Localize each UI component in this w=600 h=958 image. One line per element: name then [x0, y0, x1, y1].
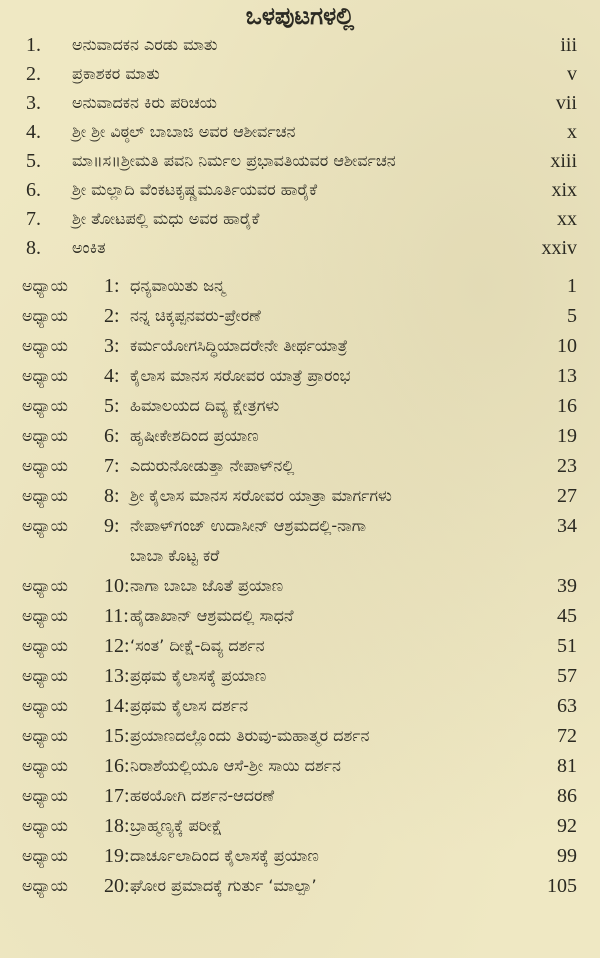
- page-number: xiii: [550, 150, 577, 172]
- chapter-title: ಧನ್ಯವಾಯಿತು ಜನ್ಮ: [130, 276, 226, 295]
- toc-chapter-title-continued: [22, 541, 577, 571]
- toc-chapter-item: [22, 391, 577, 421]
- chapter-label: ಅಧ್ಯಾಯ: [22, 846, 68, 865]
- chapter-label: ಅಧ್ಯಾಯ: [22, 756, 68, 775]
- toc-front-item: [22, 30, 577, 60]
- chapter-title: ಪ್ರಯಾಣದಲ್ಲೊಂದು ತಿರುವು-ಮಹಾತ್ಮರ ದರ್ಶನ: [130, 726, 370, 745]
- chapter-title: ನೇಪಾಳ್‌ಗಂಜ್ ಉದಾಸೀನ್ ಆಶ್ರಮದಲ್ಲಿ-ನಾಗಾ: [130, 516, 367, 535]
- chapter-title: ಹಿಮಾಲಯದ ದಿವ್ಯ ಕ್ಷೇತ್ರಗಳು: [130, 396, 280, 415]
- page-number: xix: [551, 179, 577, 201]
- chapter-number: 12:: [104, 635, 130, 657]
- toc-chapter-item: [22, 781, 577, 811]
- chapter-number: 19:: [104, 845, 130, 867]
- item-title: ಶ್ರೀ ಶ್ರೀ ವಿಠ್ಠಲ್ ಬಾಬಾಜಿ ಅವರ ಆಶೀರ್ವಚನ: [72, 122, 296, 141]
- chapter-number: 1:: [104, 275, 120, 297]
- toc-chapter-item: [22, 511, 577, 541]
- page-number: xx: [557, 208, 577, 230]
- chapter-number: 13:: [104, 665, 130, 687]
- chapter-number: 3:: [104, 335, 120, 357]
- page-number: 72: [557, 725, 577, 747]
- chapter-label: ಅಧ್ಯಾಯ: [22, 366, 68, 385]
- page-number: 45: [557, 605, 577, 627]
- toc-chapter-item: [22, 271, 577, 301]
- chapter-title: ಹೈಡಾಖಾನ್ ಆಶ್ರಮದಲ್ಲಿ ಸಾಧನೆ: [130, 606, 294, 625]
- item-number: 3.: [26, 92, 41, 114]
- chapter-title: ಘೋರ ಪ್ರಮಾದಕ್ಕೆ ಗುರ್ತು ‘ಮಾಲ್ಪಾ’: [130, 876, 317, 895]
- item-number: 2.: [26, 63, 41, 85]
- chapter-label: ಅಧ್ಯಾಯ: [22, 726, 68, 745]
- chapter-number: 2:: [104, 305, 120, 327]
- chapter-title: ಶ್ರೀ ಕೈಲಾಸ ಮಾನಸ ಸರೋವರ ಯಾತ್ರಾ ಮಾರ್ಗಗಳು: [130, 486, 392, 505]
- page-number: 16: [557, 395, 577, 417]
- item-title: ಶ್ರೀ ಮಲ್ಲಾದಿ ವೆಂಕಟಕೃಷ್ಣಮೂರ್ತಿಯವರ ಹಾರೈಕೆ: [72, 180, 318, 199]
- toc-chapter-item: [22, 721, 577, 751]
- toc-chapter-item: [22, 361, 577, 391]
- page-number: 13: [557, 365, 577, 387]
- page-number: 63: [557, 695, 577, 717]
- chapter-title: ಬ್ರಾಹ್ಮಣ್ಯಕ್ಕೆ ಪರೀಕ್ಷೆ: [130, 816, 223, 835]
- page-number: 39: [557, 575, 577, 597]
- chapter-label: ಅಧ್ಯಾಯ: [22, 696, 68, 715]
- chapter-number: 4:: [104, 365, 120, 387]
- page-number: 27: [557, 485, 577, 507]
- chapter-number: 11:: [104, 605, 129, 627]
- item-number: 6.: [26, 179, 41, 201]
- chapter-title: ಕೈಲಾಸ ಮಾನಸ ಸರೋವರ ಯಾತ್ರೆ ಪ್ರಾರಂಭ: [130, 366, 351, 385]
- chapter-number: 14:: [104, 695, 130, 717]
- item-number: 5.: [26, 150, 41, 172]
- chapter-title: ಕರ್ಮಯೋಗಸಿದ್ಧಿಯಾದರೇನೇ ತೀರ್ಥಯಾತ್ರೆ: [130, 336, 348, 355]
- chapter-label: ಅಧ್ಯಾಯ: [22, 456, 68, 475]
- item-title: ಅನುವಾದಕನ ಎರಡು ಮಾತು: [72, 35, 218, 54]
- item-title: ಮಾ॥ಸ॥ಶ್ರೀಮತಿ ಪವನಿ ನಿರ್ಮಲ ಪ್ರಭಾವತಿಯವರ ಆಶೀರ್ವಚನ: [72, 151, 396, 170]
- chapter-label: ಅಧ್ಯಾಯ: [22, 876, 68, 895]
- toc-front-item: [22, 117, 577, 147]
- chapter-label: ಅಧ್ಯಾಯ: [22, 576, 68, 595]
- item-title: ಪ್ರಕಾಶಕರ ಮಾತು: [72, 64, 160, 83]
- page-number: vii: [555, 92, 577, 114]
- chapter-label: ಅಧ್ಯಾಯ: [22, 606, 68, 625]
- chapter-number: 7:: [104, 455, 120, 477]
- toc-chapter-item: [22, 301, 577, 331]
- toc-chapter-item: [22, 871, 577, 901]
- chapter-label: ಅಧ್ಯಾಯ: [22, 306, 68, 325]
- page-number: 23: [557, 455, 577, 477]
- item-number: 1.: [26, 34, 41, 56]
- toc-front-item: [22, 59, 577, 89]
- chapter-number: 9:: [104, 515, 120, 537]
- page-number: 1: [567, 275, 577, 297]
- chapter-number: 6:: [104, 425, 120, 447]
- page-number: iii: [560, 34, 577, 56]
- toc-chapter-item: [22, 481, 577, 511]
- page-number: 57: [557, 665, 577, 687]
- chapter-title-continued: ಬಾಬಾ ಕೊಟ್ಟ ಕರೆ: [130, 546, 220, 565]
- toc-front-item: [22, 233, 577, 263]
- item-title: ಅನುವಾದಕನ ಕಿರು ಪರಿಚಯ: [72, 93, 217, 112]
- chapter-title: ನಾಗಾ ಬಾಬಾ ಜೊತೆ ಪ್ರಯಾಣ: [130, 576, 284, 595]
- chapter-label: ಅಧ್ಯಾಯ: [22, 396, 68, 415]
- chapter-label: ಅಧ್ಯಾಯ: [22, 666, 68, 685]
- chapter-title: ಪ್ರಥಮ ಕೈಲಾಸಕ್ಕೆ ಪ್ರಯಾಣ: [130, 666, 267, 685]
- chapter-label: ಅಧ್ಯಾಯ: [22, 516, 68, 535]
- toc-front-item: [22, 146, 577, 176]
- chapter-title: ಹೃಷೀಕೇಶದಿಂದ ಪ್ರಯಾಣ: [130, 426, 259, 445]
- page-number: 86: [557, 785, 577, 807]
- chapter-number: 8:: [104, 485, 120, 507]
- toc-chapter-item: [22, 331, 577, 361]
- chapter-number: 5:: [104, 395, 120, 417]
- chapter-number: 15:: [104, 725, 130, 747]
- chapter-title: ನಿರಾಶೆಯಲ್ಲಿಯೂ ಆಸೆ-ಶ್ರೀ ಸಾಯಿ ದರ್ಶನ: [130, 756, 341, 775]
- item-number: 8.: [26, 237, 41, 259]
- chapter-number: 18:: [104, 815, 130, 837]
- chapter-title: ಪ್ರಥಮ ಕೈಲಾಸ ದರ್ಶನ: [130, 696, 249, 715]
- chapter-label: ಅಧ್ಯಾಯ: [22, 636, 68, 655]
- chapter-title: ಹಠಯೋಗಿ ದರ್ಶನ-ಆದರಣೆ: [130, 786, 275, 805]
- chapter-title: ನನ್ನ ಚಿಕ್ಕಪ್ಪನವರು-ಪ್ರೇರಣೆ: [130, 306, 261, 325]
- chapter-number: 20:: [104, 875, 130, 897]
- page-number: v: [567, 63, 577, 85]
- chapter-title: ‘ಸಂತ’ ದೀಕ್ಷೆ-ದಿವ್ಯ ದರ್ಶನ: [130, 636, 265, 655]
- chapter-number: 16:: [104, 755, 130, 777]
- toc-front-item: [22, 175, 577, 205]
- toc-chapter-item: [22, 841, 577, 871]
- toc-chapter-item: [22, 661, 577, 691]
- page-title: ಒಳಪುಟಗಳಲ್ಲಿ: [245, 2, 355, 30]
- toc-front-item: [22, 204, 577, 234]
- toc-chapter-item: [22, 421, 577, 451]
- page-number: 99: [557, 845, 577, 867]
- page-number: 10: [557, 335, 577, 357]
- page-number: 81: [557, 755, 577, 777]
- toc-chapter-item: [22, 691, 577, 721]
- chapter-title: ಎದುರುನೋಡುತ್ತಾ ನೇಪಾಳ್‌ನಲ್ಲಿ: [130, 456, 295, 475]
- item-title: ಶ್ರೀ ತೋಟಪಲ್ಲಿ ಮಧು ಅವರ ಹಾರೈಕೆ: [72, 209, 260, 228]
- toc-chapter-item: [22, 751, 577, 781]
- page-number: xxiv: [541, 237, 577, 259]
- page-number: 105: [547, 875, 577, 897]
- chapter-number: 10:: [104, 575, 130, 597]
- chapter-label: ಅಧ್ಯಾಯ: [22, 336, 68, 355]
- chapter-label: ಅಧ್ಯಾಯ: [22, 816, 68, 835]
- page-number: 34: [557, 515, 577, 537]
- toc-front-item: [22, 88, 577, 118]
- page-number: 19: [557, 425, 577, 447]
- page-number: x: [567, 121, 577, 143]
- chapter-label: ಅಧ್ಯಾಯ: [22, 786, 68, 805]
- toc-chapter-item: [22, 631, 577, 661]
- chapter-label: ಅಧ್ಯಾಯ: [22, 426, 68, 445]
- chapter-title: ದಾರ್ಚೂಲಾದಿಂದ ಕೈಲಾಸಕ್ಕೆ ಪ್ರಯಾಣ: [130, 846, 319, 865]
- item-number: 4.: [26, 121, 41, 143]
- chapter-label: ಅಧ್ಯಾಯ: [22, 276, 68, 295]
- toc-chapter-item: [22, 811, 577, 841]
- page-number: 51: [557, 635, 577, 657]
- toc-chapter-item: [22, 451, 577, 481]
- chapter-label: ಅಧ್ಯಾಯ: [22, 486, 68, 505]
- item-number: 7.: [26, 208, 41, 230]
- page-number: 92: [557, 815, 577, 837]
- chapter-number: 17:: [104, 785, 130, 807]
- page-number: 5: [567, 305, 577, 327]
- item-title: ಅಂಕಿತ: [72, 238, 106, 257]
- toc-chapter-item: [22, 571, 577, 601]
- toc-chapter-item: [22, 601, 577, 631]
